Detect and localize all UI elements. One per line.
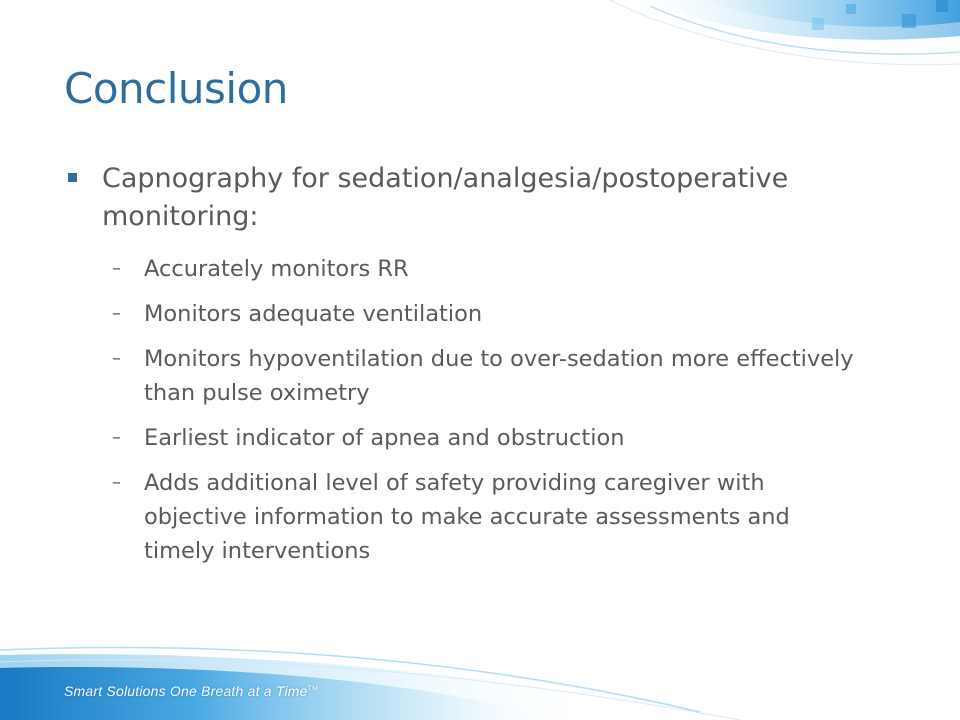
bullet-item [64,160,854,236]
sub-bullet-text: Accurately monitors RR [144,256,409,282]
sub-bullet-item [64,466,854,568]
sub-bullet-item [64,342,854,410]
trademark: TM [307,685,319,693]
top-right-swoosh [610,0,960,65]
sub-bullet-text: Monitors adequate ventilation [144,301,483,327]
bullet-list [64,160,854,579]
sub-bullet-item [64,421,854,455]
sub-bullet-item [64,297,854,331]
sub-bullet-text: Earliest indicator of apnea and obstruction [144,425,625,451]
dash-bullet: – [112,303,121,324]
sub-bullet-item [64,252,854,286]
sub-bullet-text: Monitors hypoventilation due to over-sedation more effectively than pulse oximetry [144,346,854,406]
footer-tagline [64,683,318,699]
sub-bullet-text: Adds additional level of safety providing caregiver with objective information to make accurate assessments and timely interventions [144,470,790,564]
tagline-text: Smart Solutions One Breath at a Time [64,683,308,699]
slide-title: Conclusion [64,64,288,113]
dash-bullet: – [112,258,121,279]
square-bullet-icon [68,173,77,182]
dash-bullet: – [112,472,121,493]
dash-bullet: – [112,427,121,448]
dash-bullet: – [112,348,121,369]
bullet-text: Capnography for sedation/analgesia/postoperative monitoring: [102,163,789,232]
